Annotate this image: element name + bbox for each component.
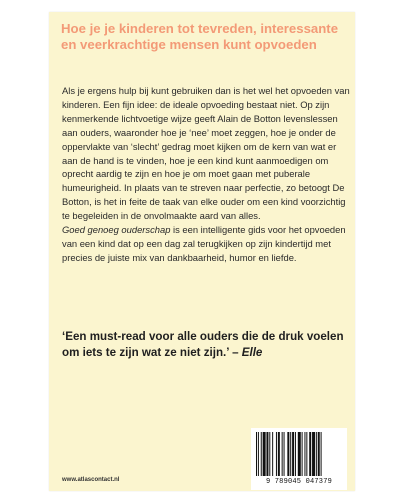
- quote-source: Elle: [241, 345, 263, 359]
- barcode-bar: [316, 432, 317, 476]
- barcode-bar: [292, 432, 294, 476]
- isbn-number: 9 789045 047379: [265, 478, 332, 486]
- quote-dash: –: [228, 345, 242, 359]
- barcode-bar: [282, 432, 283, 476]
- barcode-bar: [261, 432, 262, 476]
- review-quote: [62, 329, 352, 361]
- barcode-bar: [272, 432, 273, 476]
- barcode-bar: [304, 432, 305, 476]
- blurb-main: Als je ergens hulp bij kunt gebruiken dan is het wel het opvoeden van kinderen. Een fijn idee: de ideale opvoeding bestaat niet. Op zijn kenmerkende lichtvoetige wijze geeft Alain de Botton levenslessen aan ouders, waaronder hoe je ‘nee’ moet zeggen, hoe je onder de oppervlakte van ‘slecht’ gedrag moet kijken om de kern van wat er aan de hand is te vinden, hoe je een kind kunt aanmoedigen om oprecht aardig te zijn en hoe je om moet gaan met puberale humeurigheid. In plaats van te streven naar perfectie, zo betoogt De Botton, is het in feite de taak van elke ouder om een kind voorzichtig te begeleiden in de onvolmaakte aard van alles.: [62, 85, 350, 222]
- barcode-bar: [263, 432, 266, 476]
- blurb-book-title: Goed genoeg ouderschap: [62, 224, 171, 236]
- barcode-bar: [290, 432, 291, 476]
- barcode-bar: [269, 432, 270, 476]
- cover-heading: Hoe je je kinderen tot tevreden, interessante en veerkrachtige mensen kunt opvoeden: [61, 21, 339, 52]
- quote-text: ‘Een must-read voor alle ouders die de druk voelen om iets te zijn wat ze niet zijn.’: [62, 330, 344, 359]
- barcode-bar: [306, 432, 307, 476]
- book-back-cover: [49, 12, 355, 491]
- blurb-tail: is een intelligente gids voor het opvoeden van een kind dat op een dag zal terugkijken op zijn kindertijd met precies de juiste mix van dankbaarheid, humor en liefde.: [62, 224, 346, 263]
- barcode-bar: [287, 432, 289, 476]
- barcode-bar: [276, 432, 277, 476]
- barcode-bar: [258, 432, 259, 476]
- barcode-bars: [255, 432, 343, 478]
- barcode-bar: [309, 432, 311, 476]
- barcode-bar: [312, 432, 315, 476]
- barcode-bar: [318, 432, 320, 476]
- barcode-bar: [321, 432, 322, 476]
- publisher-website: www.atlascontact.nl: [62, 477, 120, 483]
- barcode-bar: [298, 432, 301, 476]
- barcode-bar: [256, 432, 257, 476]
- blurb-text: [62, 84, 352, 265]
- barcode-bar: [284, 432, 285, 476]
- barcode-bar: [295, 432, 296, 476]
- barcode: [251, 428, 347, 490]
- barcode-bar: [278, 432, 280, 476]
- barcode-bar: [302, 432, 303, 476]
- barcode-bar: [266, 432, 268, 476]
